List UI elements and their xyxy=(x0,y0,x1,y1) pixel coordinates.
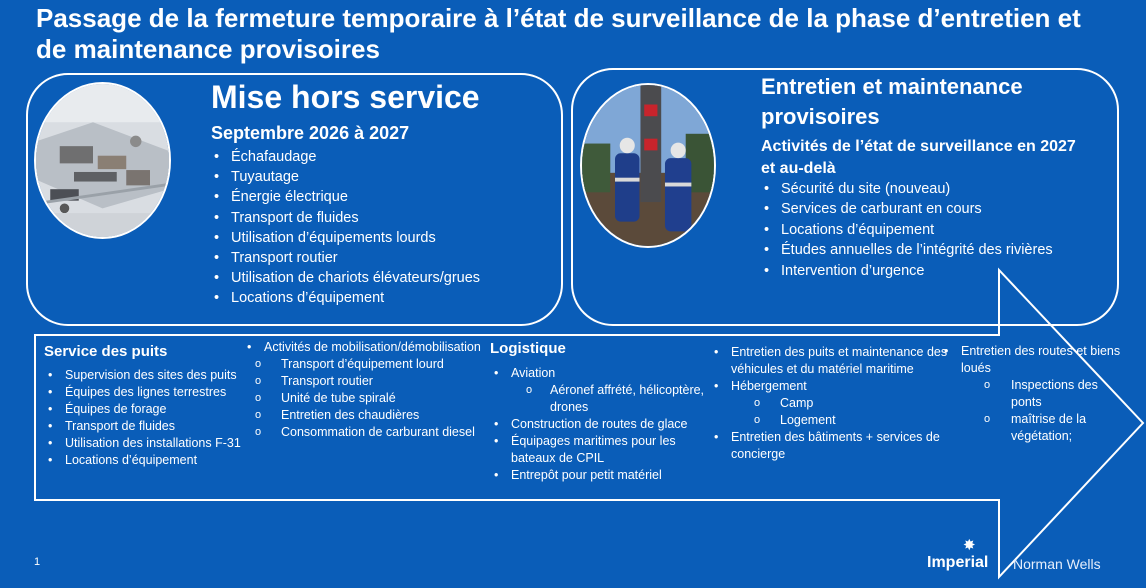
logistics-heading: Logistique xyxy=(490,340,566,357)
list-item: • Équipages maritimes pour les bateaux de CPIL xyxy=(490,433,715,467)
list-item: • Intervention d’urgence xyxy=(761,261,1053,281)
sub-list-item: o Camp xyxy=(710,395,960,412)
sub-list-item: o Aéronef affrété, hélicoptère, drones xyxy=(490,382,715,416)
sub-list-item: o Unité de tube spiralé xyxy=(243,390,493,407)
mobilization-column xyxy=(243,339,493,441)
maintenance-title: Entretien et maintenance provisoires xyxy=(761,74,1023,129)
list-item: • Transport de fluides xyxy=(44,418,272,435)
maintenance-subtitle: Activités de l’état de surveillance en 2027 et au-delà xyxy=(761,138,1076,177)
list-item: • Locations d’équipement xyxy=(211,288,480,308)
sub-list-item: o Logement xyxy=(710,412,960,429)
drilling-crew-photo xyxy=(580,83,716,248)
list-item: • Construction de routes de glace xyxy=(490,416,715,433)
page-number: 1 xyxy=(34,556,41,568)
list-item: • Énergie électrique xyxy=(211,187,480,207)
imperial-star-logo-icon: ✸ xyxy=(963,537,976,554)
list-item: • Locations d’équipement xyxy=(761,220,1053,240)
list-item: • Supervision des sites des puits xyxy=(44,367,272,384)
sub-list-item: o Inspections des ponts xyxy=(940,377,1130,411)
list-item: • Utilisation de chariots élévateurs/grues xyxy=(211,268,480,288)
list-item: • Utilisation des installations F-31 xyxy=(44,435,272,452)
well-services-column xyxy=(44,343,272,469)
sub-list-item: o Transport routier xyxy=(243,373,493,390)
logo-text: Imperial xyxy=(927,554,989,571)
well-services-heading: Service des puits xyxy=(44,343,168,360)
list-item: • Équipes de forage xyxy=(44,401,272,418)
list-item: • Utilisation d’équipements lourds xyxy=(211,228,480,248)
imperial-logo xyxy=(927,538,997,574)
list-item: • Échafaudage xyxy=(211,147,480,167)
list-item: • Entretien des puits et maintenance des véhicules et du matériel maritime xyxy=(710,344,960,378)
sub-list-item: o maîtrise de la végétation; xyxy=(940,411,1130,445)
list-item: • Entretien des routes et biens loués xyxy=(940,343,1130,377)
list-item: • Entrepôt pour petit matériel xyxy=(490,467,715,484)
page-title: Passage de la fermeture temporaire à l’état de surveillance de la phase d’entretien et de maintenance provisoires xyxy=(36,3,1081,64)
maintenance-column xyxy=(710,344,960,463)
decommission-title: Mise hors service xyxy=(211,79,480,115)
list-item: • Entretien des bâtiments + services de concierge xyxy=(710,429,960,463)
sub-list-item: o Transport d’équipement lourd xyxy=(243,356,493,373)
list-item: • Activités de mobilisation/démobilisation xyxy=(243,339,493,356)
facility-aerial-photo xyxy=(34,82,171,239)
list-item: • Transport routier xyxy=(211,248,480,268)
logistics-column xyxy=(490,340,715,484)
maintenance-list xyxy=(761,179,1053,281)
list-item: • Tuyautage xyxy=(211,167,480,187)
list-item: • Transport de fluides xyxy=(211,208,480,228)
roads-column xyxy=(940,343,1130,445)
list-item: • Locations d’équipement xyxy=(44,452,272,469)
list-item: • Sécurité du site (nouveau) xyxy=(761,179,1053,199)
list-item: • Hébergement xyxy=(710,378,960,395)
decommission-list xyxy=(211,147,480,309)
decommission-dates: Septembre 2026 à 2027 xyxy=(211,123,410,143)
sub-list-item: o Entretien des chaudières xyxy=(243,407,493,424)
site-name: Norman Wells xyxy=(1013,556,1101,572)
list-item: • Équipes des lignes terrestres xyxy=(44,384,272,401)
list-item: • Études annuelles de l’intégrité des rivières xyxy=(761,240,1053,260)
list-item: • Services de carburant en cours xyxy=(761,199,1053,219)
sub-list-item: o Consommation de carburant diesel xyxy=(243,424,493,441)
list-item: • Aviation xyxy=(490,365,715,382)
